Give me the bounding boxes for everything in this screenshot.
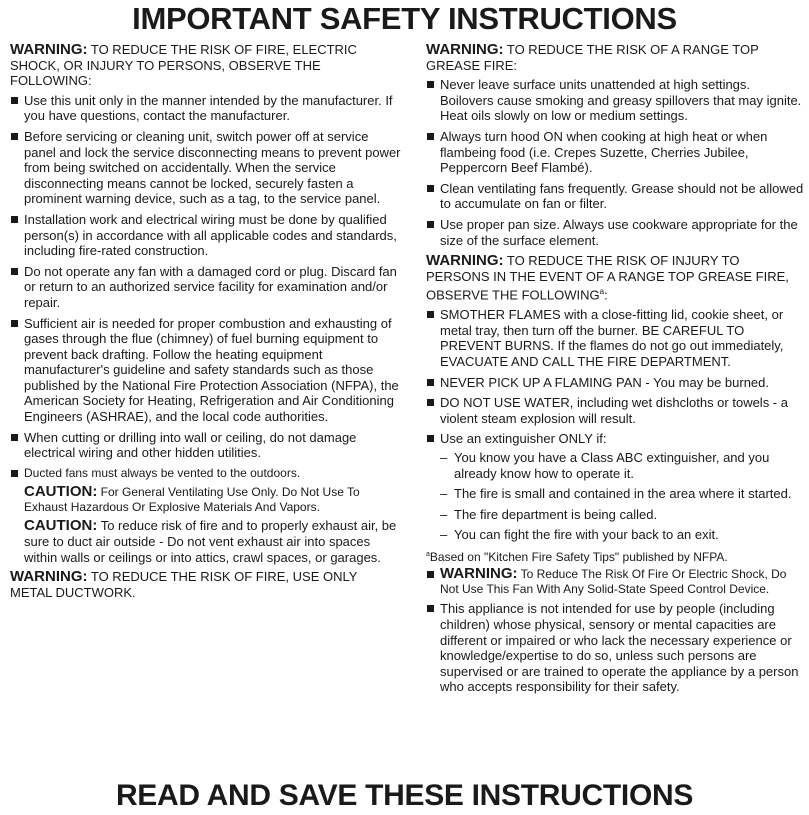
footnote — [426, 548, 806, 565]
warning-ductwork — [10, 569, 402, 600]
list-item-warning — [426, 567, 806, 596]
left-column — [10, 42, 402, 604]
list-item: Installation work and electrical wiring must be done by qualified person(s) in accordance with all applicable codes and standards, including fire-rated construction. — [10, 212, 402, 259]
warning-text: TO REDUCE THE RISK OF FIRE, ELECTRIC SHOCK, OR INJURY TO PERSONS, OBSERVE THE FOLLOWING: — [10, 42, 357, 89]
list-item: Use proper pan size. Always use cookware appropriate for the size of the surface element. — [426, 217, 806, 248]
general-safety-list — [10, 93, 402, 481]
grease-fire-list — [426, 77, 806, 248]
warning-grease-fire — [426, 42, 806, 73]
sub-list-item: – The fire is small and contained in the area where it started. — [426, 486, 806, 502]
sub-list-item: – You can fight the fire with your back to an exit. — [426, 527, 806, 543]
warning-text: TO REDUCE THE RISK OF A RANGE TOP GREASE FIRE: — [426, 42, 759, 73]
extinguisher-conditions — [426, 450, 806, 543]
list-item: Always turn hood ON when cooking at high heat or when flambeing food (i.e. Crepes Suzette, Cherries Jubilee, Peppercorn Beef Flambé). — [426, 129, 806, 176]
list-item: SMOTHER FLAMES with a close-fitting lid, cookie sheet, or metal tray, then turn off the burner. BE CAREFUL TO PREVENT BURNS. If the flames do not go out immediately, EVACUATE AND CALL THE FIRE DEPARTMENT. — [426, 307, 806, 369]
list-item: Clean ventilating fans frequently. Grease should not be allowed to accumulate on fan or filter. — [426, 181, 806, 212]
warning-injury — [426, 253, 806, 303]
list-item: NEVER PICK UP A FLAMING PAN - You may be burned. — [426, 375, 806, 391]
caution-text: For General Ventilating Use Only. Do Not Use To Exhaust Hazardous Or Explosive Materials And Vapors. — [24, 485, 360, 514]
caution-text: To reduce risk of fire and to properly exhaust air, be sure to duct air outside - Do not vent exhaust air into spaces within walls or ceilings or into attics, crawl spaces, or garages. — [24, 518, 397, 565]
warning-end: : — [604, 287, 608, 303]
list-item: Do not operate any fan with a damaged cord or plug. Discard fan or return to an authorized service facility for examination and/or repair. — [10, 264, 402, 311]
list-item: Never leave surface units unattended at high settings. Boilovers cause smoking and greasy spillovers that may ignite. Heat oils slowly on low or medium settings. — [426, 77, 806, 124]
list-item: Before servicing or cleaning unit, switch power off at service panel and lock the service disconnecting means to prevent power from being switched on accidentally. When the service disconnecting means cannot be locked, securely fasten a prominent warning device, such as a tag, to the service panel. — [10, 129, 402, 207]
list-item: This appliance is not intended for use by people (including children) whose physical, sensory or mental capacities are different or impaired or who lack the necessary experience or knowledge/expertise to do so, unless such persons are supervised or are trained to operate the appliance by a person who accepts responsibility for their safety. — [426, 601, 806, 695]
footnote-marker: a — [599, 287, 605, 297]
fire-response-list — [426, 307, 806, 447]
caution-label: CAUTION: — [24, 483, 98, 501]
footnote-mark: a — [426, 550, 430, 558]
caution-label: CAUTION: — [24, 517, 98, 535]
warning-label: WARNING: — [426, 252, 504, 270]
list-item: Sufficient air is needed for proper combustion and exhausting of gases through the flue (chimney) of fuel burning equipment to prevent back drafting. Follow the heating equipment manufacturer's guideline and safety standards such as those published by the National Fire Protection Association (NFPA), the American Society for Heating, Refrigeration and Air Conditioning Engineers (ASHRAE), and the local code authorities. — [10, 316, 402, 425]
list-item: Use this unit only in the manner intended by the manufacturer. If you have questions, contact the manufacturer. — [10, 93, 402, 124]
warning-text: TO REDUCE THE RISK OF INJURY TO PERSONS IN THE EVENT OF A RANGE TOP GREASE FIRE, OBSERVE THE FOLLOWING — [426, 253, 789, 303]
warning-text: To Reduce The Risk Of Fire Or Electric Shock, Do Not Use This Fan With Any Solid-State Speed Control Device. — [440, 567, 787, 596]
warning-label: WARNING: — [440, 565, 518, 583]
sub-list-item: – You know you have a Class ABC extinguisher, and you already know how to operate it. — [426, 450, 806, 481]
warning-general — [10, 42, 402, 89]
warning-label: WARNING: — [10, 568, 88, 586]
caution-ventilating — [10, 485, 402, 514]
list-item: Use an extinguisher ONLY if: — [426, 431, 806, 447]
right-column — [426, 42, 806, 700]
list-item: When cutting or drilling into wall or ceiling, do not damage electrical wiring and other hidden utilities. — [10, 430, 402, 461]
list-item: Ducted fans must always be vented to the outdoors. — [10, 466, 402, 481]
footer-title: READ AND SAVE THESE INSTRUCTIONS — [115, 779, 694, 812]
sub-list-item: – The fire department is being called. — [426, 507, 806, 523]
page-title: IMPORTANT SAFETY INSTRUCTIONS — [132, 1, 677, 36]
warning-label: WARNING: — [10, 41, 88, 58]
warning-label: WARNING: — [426, 41, 504, 58]
final-list — [426, 567, 806, 695]
caution-exhaust — [10, 518, 402, 565]
footnote-text: Based on "Kitchen Fire Safety Tips" published by NFPA. — [429, 549, 728, 564]
warning-text: TO REDUCE THE RISK OF FIRE, USE ONLY METAL DUCTWORK. — [10, 569, 358, 600]
list-item: DO NOT USE WATER, including wet dishcloths or towels - a violent steam explosion will result. — [426, 395, 806, 426]
